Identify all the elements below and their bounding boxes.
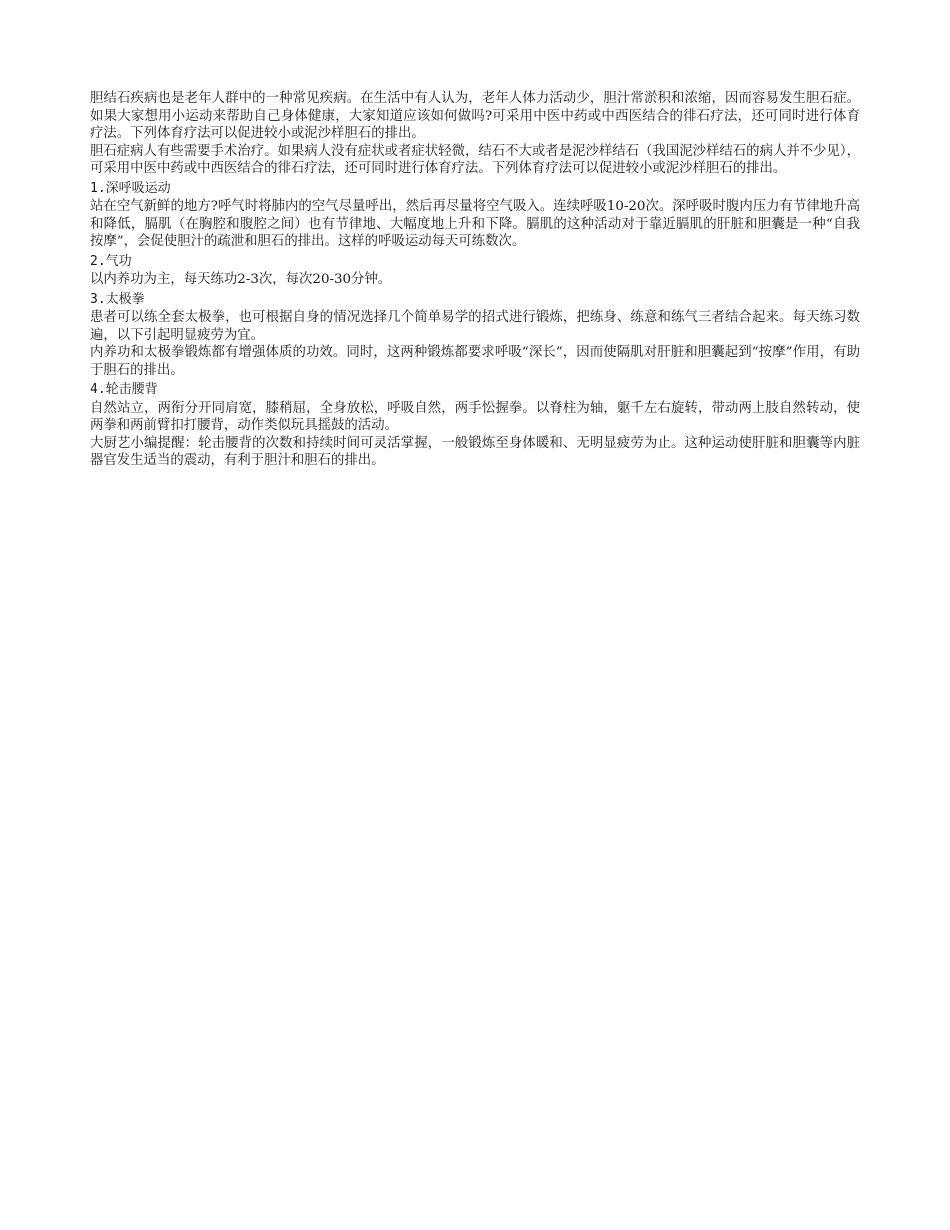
section-heading-taiji: 3.太极拳 (90, 291, 145, 307)
intro-paragraph-1: 胆结石疾病也是老年人群中的一种常见疾病。在生活中有人认为，老年人体力活动少，胆汁常淤积和浓缩，因而容易发生胆石症。如果大家想用小运动来帮助自己身体健康，大家知道应该如何做吗?可采用中医中药或中西医结合的徘石疗法，还可同时进行体育疗法。下列体育疗法可以促进较小或泥沙样胆石的排出。 (90, 91, 860, 141)
section-heading-qigong: 2.气功 (90, 253, 132, 269)
section-paragraph-breathing: 站在空气新鲜的地方?呼气时将肺内的空气尽量呼出，然后再尽量将空气吸入。连续呼吸10-20次。深呼吸时腹内压力有节律地升高和降低，膈肌（在胸腔和腹腔之间）也有节律地、大幅度地上升和下降。膈肌的这种活动对于靠近膈肌的肝脏和胆囊是一种“自我按摩”，会促使胆汁的疏泄和胆石的排出。这样的呼吸运动每天可练数次。 (90, 199, 860, 249)
section-paragraph-taiji-1: 患者可以练全套太极拳，也可根据自身的情况选择几个简单易学的招式进行锻炼，把练身、练意和练气三者结合起来。每天练习数遍，以下引起明显疲劳为宜。 (90, 310, 860, 343)
section-paragraph-qigong: 以内养功为主，每天练功2-3次，每次20-30分钟。 (90, 272, 392, 287)
section-paragraph-back-tapping-2: 大厨艺小编提醒：轮击腰背的次数和持续时间可灵活掌握，一般锻炼至身体暖和、无明显疲劳为止。这种运动使肝脏和胆囊等内脏器官发生适当的震动，有利于胆汁和胆石的排出。 (90, 435, 860, 468)
section-paragraph-taiji-2: 内养功和太极拳锻炼都有增强体质的功效。同时，这两种锻炼都要求呼吸“深长”，因而使隔肌对肝脏和胆囊起到“按摩”作用，有助于胆石的排出。 (90, 345, 860, 378)
section-paragraph-back-tapping-1: 自然站立，两衔分开同肩宽，膝稍屈，全身放松，呼吸自然，两手忪握拳。以脊柱为轴，躯千左右旋转，带动两上肢自然转动，使两拳和两前臂扣打腰背，动作类似玩具摇鼓的活动。 (90, 400, 860, 433)
intro-paragraph-2: 胆石症病人有些需要手术治疗。如果病人没有症状或者症状轻微，结石不大或者是泥沙样结石（我国泥沙样结石的病人并不少见），可采用中医中药或中西医结合的徘石疗法，还可同时进行体育疗法。下列体育疗法可以促进较小或泥沙样胆石的排出。 (90, 143, 860, 176)
document-body (90, 90, 860, 470)
section-heading-breathing: 1.深呼吸运动 (90, 180, 171, 196)
section-heading-back-tapping: 4.轮击腰背 (90, 382, 158, 397)
